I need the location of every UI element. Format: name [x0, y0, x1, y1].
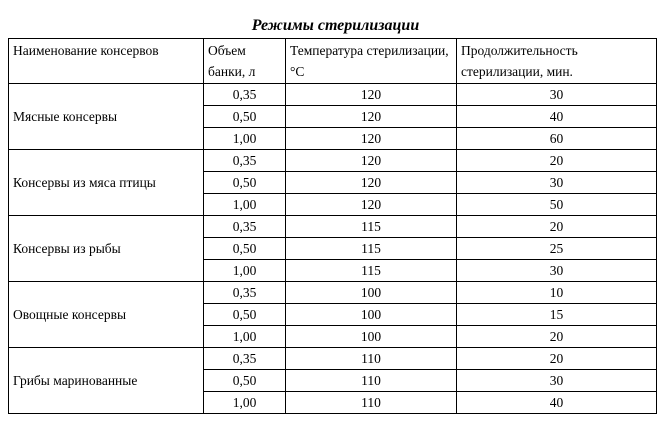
table-row	[9, 216, 657, 238]
volume-cell: 0,35	[204, 216, 286, 238]
volume-cell: 0,35	[204, 84, 286, 106]
temperature-cell: 120	[286, 172, 457, 194]
volume-cell: 0,35	[204, 348, 286, 370]
volume-cell: 1,00	[204, 260, 286, 282]
table-body	[9, 84, 657, 414]
temperature-cell: 120	[286, 106, 457, 128]
header-volume: Объем банки, л	[204, 39, 286, 84]
duration-cell: 40	[457, 392, 657, 414]
duration-cell: 30	[457, 172, 657, 194]
table-row	[9, 282, 657, 304]
duration-cell: 30	[457, 260, 657, 282]
temperature-cell: 100	[286, 326, 457, 348]
temperature-cell: 100	[286, 304, 457, 326]
product-name-cell: Мясные консервы	[9, 84, 204, 150]
duration-cell: 20	[457, 216, 657, 238]
duration-cell: 20	[457, 150, 657, 172]
product-name-cell: Овощные консервы	[9, 282, 204, 348]
volume-cell: 0,50	[204, 238, 286, 260]
table-row	[9, 348, 657, 370]
volume-cell: 1,00	[204, 128, 286, 150]
volume-cell: 0,35	[204, 150, 286, 172]
temperature-cell: 110	[286, 392, 457, 414]
duration-cell: 50	[457, 194, 657, 216]
table-title: Режимы стерилизации	[251, 17, 420, 34]
duration-cell: 40	[457, 106, 657, 128]
duration-cell: 30	[457, 84, 657, 106]
table-row	[9, 84, 657, 106]
volume-cell: 0,35	[204, 282, 286, 304]
temperature-cell: 110	[286, 348, 457, 370]
temperature-cell: 120	[286, 84, 457, 106]
duration-cell: 60	[457, 128, 657, 150]
duration-cell: 20	[457, 348, 657, 370]
sterilization-table	[8, 38, 657, 414]
duration-cell: 20	[457, 326, 657, 348]
volume-cell: 0,50	[204, 304, 286, 326]
temperature-cell: 110	[286, 370, 457, 392]
temperature-cell: 120	[286, 128, 457, 150]
volume-cell: 1,00	[204, 194, 286, 216]
temperature-cell: 115	[286, 216, 457, 238]
temperature-cell: 115	[286, 238, 457, 260]
temperature-cell: 120	[286, 194, 457, 216]
header-temperature: Температура стерилизации, °С	[286, 39, 457, 84]
temperature-cell: 100	[286, 282, 457, 304]
header-product: Наименование консервов	[9, 39, 204, 84]
volume-cell: 1,00	[204, 326, 286, 348]
duration-cell: 15	[457, 304, 657, 326]
volume-cell: 0,50	[204, 106, 286, 128]
header-row	[9, 39, 657, 84]
duration-cell: 10	[457, 282, 657, 304]
product-name-cell: Грибы маринованные	[9, 348, 204, 414]
volume-cell: 1,00	[204, 392, 286, 414]
product-name-cell: Консервы из рыбы	[9, 216, 204, 282]
temperature-cell: 120	[286, 150, 457, 172]
header-duration: Продолжительность стерилизации, мин.	[457, 39, 657, 84]
volume-cell: 0,50	[204, 370, 286, 392]
temperature-cell: 115	[286, 260, 457, 282]
table-row	[9, 150, 657, 172]
duration-cell: 30	[457, 370, 657, 392]
product-name-cell: Консервы из мяса птицы	[9, 150, 204, 216]
duration-cell: 25	[457, 238, 657, 260]
volume-cell: 0,50	[204, 172, 286, 194]
